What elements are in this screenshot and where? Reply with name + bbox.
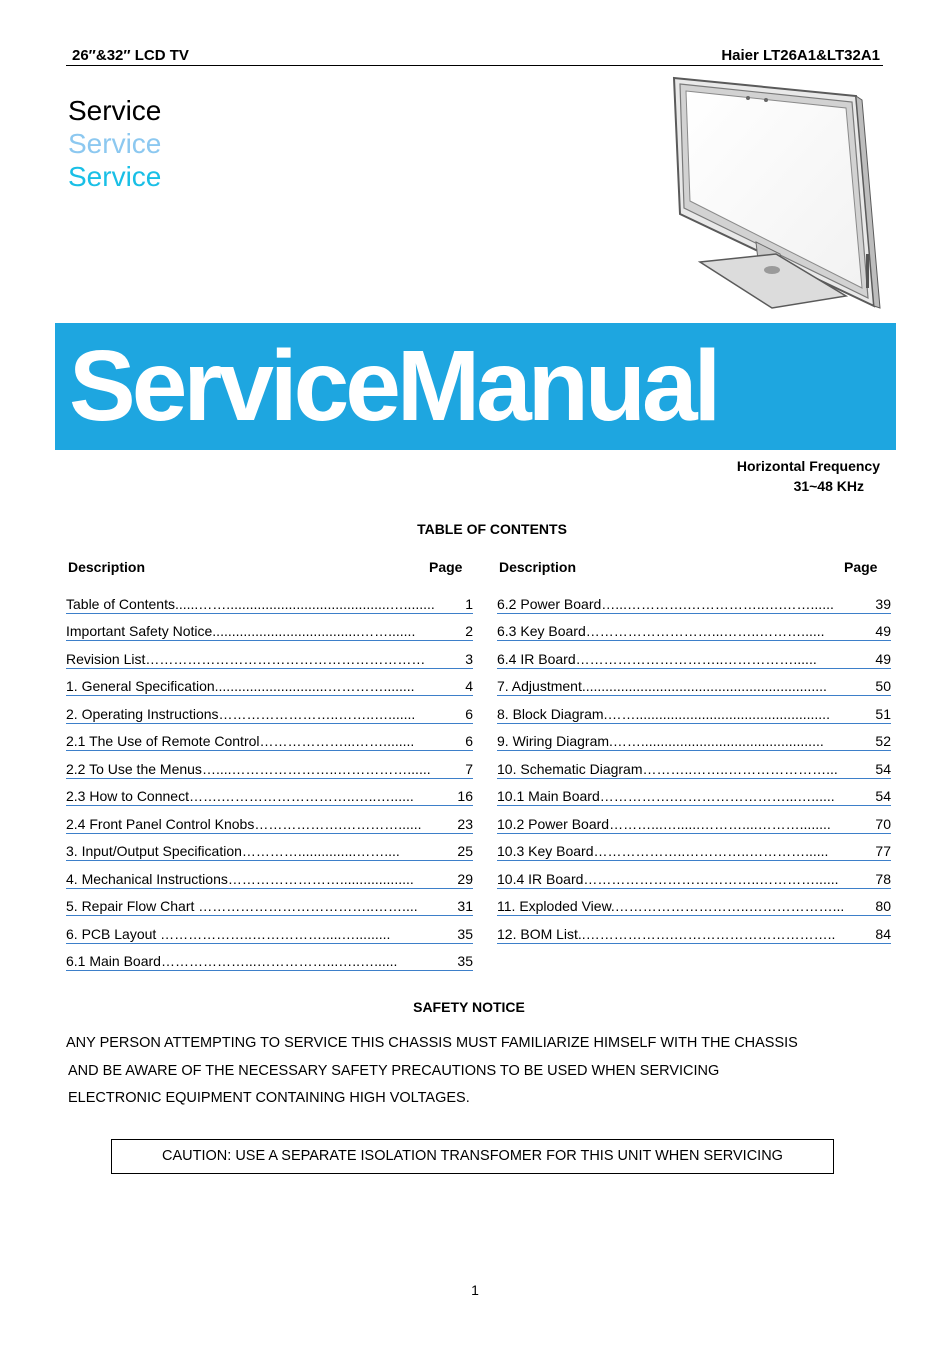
toc-right-description-heading: Description (499, 559, 577, 575)
toc-entry-title: Table of Contents (66, 595, 175, 612)
toc-entry[interactable] (497, 696, 891, 724)
toc-entry-leader: ………..……..…………………... (642, 760, 838, 777)
toc-entry-label (497, 761, 838, 777)
toc-entry-label (66, 733, 414, 749)
toc-entry-page: 6 (465, 705, 473, 722)
toc-entry-label (497, 898, 844, 914)
toc-entry-page: 51 (875, 705, 891, 722)
toc-entry-leader: …………………………..……………...... (575, 650, 817, 667)
toc-entry-label (66, 596, 435, 612)
toc-entry[interactable] (497, 916, 891, 944)
toc-entry-page: 84 (875, 925, 891, 942)
toc-entry-label (66, 871, 414, 887)
toc-entry-title: 6.1 Main Board (66, 953, 161, 969)
toc-entry-page: 29 (457, 870, 473, 887)
toc-entry[interactable] (497, 779, 891, 807)
toc-entry-leader: .………………………..………………... (610, 898, 845, 914)
toc-left-page-heading: Page (429, 559, 463, 575)
toc-entry-label (497, 651, 817, 667)
toc-entry-page: 2 (465, 623, 473, 639)
page-number: 1 (471, 1282, 479, 1298)
toc-entry-label (497, 843, 828, 859)
toc-entry-page: 23 (457, 815, 473, 832)
toc-entry[interactable] (497, 751, 891, 779)
toc-entry-label (497, 926, 835, 942)
toc-entry-page: 80 (875, 898, 891, 914)
toc-entry-page: 35 (457, 925, 473, 942)
toc-entry-leader: ......................................……....... (212, 623, 416, 639)
toc-title: TABLE OF CONTENTS (417, 521, 567, 537)
toc-entry-title: 10. Schematic Diagram (497, 760, 643, 777)
toc-entry[interactable] (66, 586, 473, 614)
toc-right-column (497, 586, 891, 944)
toc-entry-label (66, 623, 415, 639)
toc-entry-title: 8. Block Diagram (497, 705, 604, 722)
toc-entry[interactable] (66, 779, 473, 807)
toc-entry-label (66, 926, 390, 942)
toc-entry[interactable] (66, 889, 473, 917)
toc-left-column (66, 586, 473, 971)
toc-entry-page: 54 (875, 788, 891, 804)
toc-entry-leader: .…….................................................. (603, 705, 830, 722)
toc-entry[interactable] (497, 861, 891, 889)
toc-entry-title: 2.4 Front Panel Control Knobs (66, 815, 255, 832)
toc-entry-leader: …………………………………………………… (145, 650, 426, 667)
toc-entry-title: 10.1 Main Board (497, 788, 600, 804)
toc-entry-leader: ……………….…………...... (254, 815, 422, 832)
toc-entry-page: 78 (875, 870, 891, 887)
toc-right-page-heading: Page (844, 559, 878, 575)
toc-entry-page: 16 (457, 788, 473, 804)
toc-entry-leader: ………...…......………....………........ (609, 815, 831, 832)
toc-entry-title: 3. Input/Output Specification (66, 843, 242, 859)
toc-entry-title: 5. Repair Flow Chart (66, 898, 199, 914)
toc-entry-label (66, 953, 397, 969)
toc-entry-title: 2.1 The Use of Remote Control (66, 733, 260, 749)
toc-entry-title: 7. Adjustment (497, 678, 582, 694)
caution-box: CAUTION: USE A SEPARATE ISOLATION TRANSFOMER FOR THIS UNIT WHEN SERVICING (111, 1139, 834, 1174)
toc-entry-leader: …………….……………………...…...... (599, 788, 835, 804)
toc-entry-page: 1 (465, 595, 473, 612)
toc-entry-title: 4. Mechanical Instructions (66, 870, 228, 887)
toc-entry-label (66, 678, 415, 694)
toc-entry-leader: .……............................................... (609, 733, 824, 749)
toc-entry-leader: ………………..…………….....…......... (160, 925, 391, 942)
frequency-label: Horizontal Frequency (736, 458, 880, 474)
toc-entry-title: Revision List (66, 650, 146, 667)
toc-entry-title: 2.3 How to Connect (66, 788, 189, 804)
toc-entry-title: 6.3 Key Board (497, 623, 586, 639)
toc-entry-leader: …...………….……………..….……...... (601, 595, 834, 612)
toc-entry-page: 70 (875, 815, 891, 832)
toc-entry[interactable] (66, 834, 473, 862)
toc-entry-page: 35 (457, 953, 473, 969)
toc-entry-page: 49 (875, 650, 891, 667)
toc-entry-leader: ………………...……........ (259, 733, 415, 749)
toc-entry-label (497, 788, 835, 804)
toc-entry[interactable] (66, 806, 473, 834)
toc-entry-title: 2. Operating Instructions (66, 705, 219, 722)
toc-entry-leader: ………………...……………...…..…...... (160, 953, 398, 969)
toc-entry[interactable] (497, 834, 891, 862)
toc-entry[interactable] (66, 614, 473, 642)
toc-entry-label (497, 678, 827, 694)
toc-entry-title: 6. PCB Layout (66, 925, 161, 942)
toc-entry-label (66, 898, 418, 914)
toc-entry-title: Important Safety Notice (66, 623, 213, 639)
toc-entry[interactable] (66, 751, 473, 779)
lcd-tv-illustration (660, 74, 884, 322)
toc-entry[interactable] (66, 916, 473, 944)
toc-entry-label (66, 843, 400, 859)
toc-entry[interactable] (497, 641, 891, 669)
toc-entry[interactable] (497, 806, 891, 834)
toc-entry-page: 3 (465, 650, 473, 667)
toc-entry-title: 6.4 IR Board (497, 650, 576, 667)
toc-entry[interactable] (497, 586, 891, 614)
toc-entry[interactable] (66, 724, 473, 752)
toc-entry-leader: …….………………………..…..…...... (188, 788, 414, 804)
toc-entry-page: 39 (875, 595, 891, 612)
toc-entry[interactable] (66, 696, 473, 724)
toc-entry-leader: ..……………….…………………………….. (577, 925, 836, 942)
toc-entry[interactable] (66, 861, 473, 889)
toc-entry-page: 54 (875, 760, 891, 777)
toc-entry-title: 10.2 Power Board (497, 815, 610, 832)
toc-entry[interactable] (497, 889, 891, 917)
toc-entry[interactable] (497, 669, 891, 697)
toc-entry-page: 7 (465, 760, 473, 777)
toc-entry-title: 10.3 Key Board (497, 843, 594, 859)
toc-entry-leader: .............................…………........ (214, 678, 415, 694)
safety-notice-title: SAFETY NOTICE (413, 999, 525, 1015)
toc-entry-title: 9. Wiring Diagram (497, 733, 610, 749)
toc-entry-title: 11. Exploded View (497, 898, 611, 914)
toc-entry-title: 12. BOM List (497, 925, 578, 942)
toc-entry-label (66, 651, 425, 667)
toc-entry[interactable] (497, 614, 891, 642)
service-word-2: Service (68, 128, 162, 159)
toc-entry-leader: ………………………………..…………...... (583, 870, 839, 887)
toc-entry-page: 6 (465, 733, 473, 749)
toc-entry-title: 10.4 IR Board (497, 870, 584, 887)
toc-left-description-heading: Description (68, 559, 146, 575)
toc-entry-leader: ……………………..……..…....... (218, 705, 416, 722)
toc-entry-title: 1. General Specification (66, 678, 215, 694)
toc-entry-page: 52 (875, 733, 891, 749)
toc-entry-title: 6.2 Power Board (497, 595, 602, 612)
toc-entry[interactable] (66, 944, 473, 972)
toc-entry-leader: ………………………………..…….... (198, 898, 418, 914)
toc-entry-label (66, 761, 431, 777)
toc-entry-label (66, 788, 414, 804)
header-rule (66, 65, 883, 66)
toc-entry-leader: …....…………………..……………...... (201, 760, 431, 777)
safety-line-1: ANY PERSON ATTEMPTING TO SERVICE THIS CHASSIS MUST FAMILIARIZE HIMSELF WITH THE CHASSIS (66, 1035, 798, 1051)
header-model-name: Haier LT26A1&LT32A1 (721, 47, 880, 64)
toc-entry[interactable] (66, 641, 473, 669)
toc-entry-leader: ………………..…………..…………...... (593, 843, 829, 859)
service-manual-banner (55, 323, 896, 450)
safety-line-3: ELECTRONIC EQUIPMENT CONTAINING HIGH VOLTAGES. (68, 1090, 470, 1106)
toc-entry-page: 49 (875, 623, 891, 639)
toc-entry-leader: ………………………...……..………...... (585, 623, 825, 639)
toc-entry-label (66, 706, 415, 722)
toc-entry-label (497, 706, 830, 722)
toc-entry-label (497, 733, 824, 749)
toc-entry-label (497, 623, 825, 639)
toc-entry-page: 50 (875, 678, 891, 694)
toc-entry-page: 4 (465, 678, 473, 694)
toc-entry-title: 2.2 To Use the Menus (66, 760, 202, 777)
toc-entry-label (66, 816, 422, 832)
toc-entry-page: 77 (875, 843, 891, 859)
toc-entry[interactable] (497, 724, 891, 752)
service-word-3: Service (68, 161, 162, 192)
toc-entry-label (497, 596, 834, 612)
toc-entry-leader: ……………………................... (227, 870, 414, 887)
toc-entry-page: 31 (457, 898, 473, 914)
toc-entry[interactable] (66, 669, 473, 697)
service-word-1: Service (68, 95, 162, 126)
toc-entry-page: 25 (457, 843, 473, 859)
banner-title: ServiceManual (69, 330, 718, 442)
toc-entry-leader: ......……..........................................…........ (174, 595, 435, 612)
toc-entry-leader: ............................................................... (581, 678, 827, 694)
safety-line-2: AND BE AWARE OF THE NECESSARY SAFETY PRECAUTIONS TO BE USED WHEN SERVICING (68, 1063, 720, 1079)
toc-entry-label (497, 871, 839, 887)
toc-entry-leader: …………...............…….... (241, 843, 400, 859)
frequency-value: 31~48 KHz (793, 478, 864, 494)
header-model-size: 26″&32″ LCD TV (72, 47, 189, 64)
toc-entry-label (497, 816, 831, 832)
